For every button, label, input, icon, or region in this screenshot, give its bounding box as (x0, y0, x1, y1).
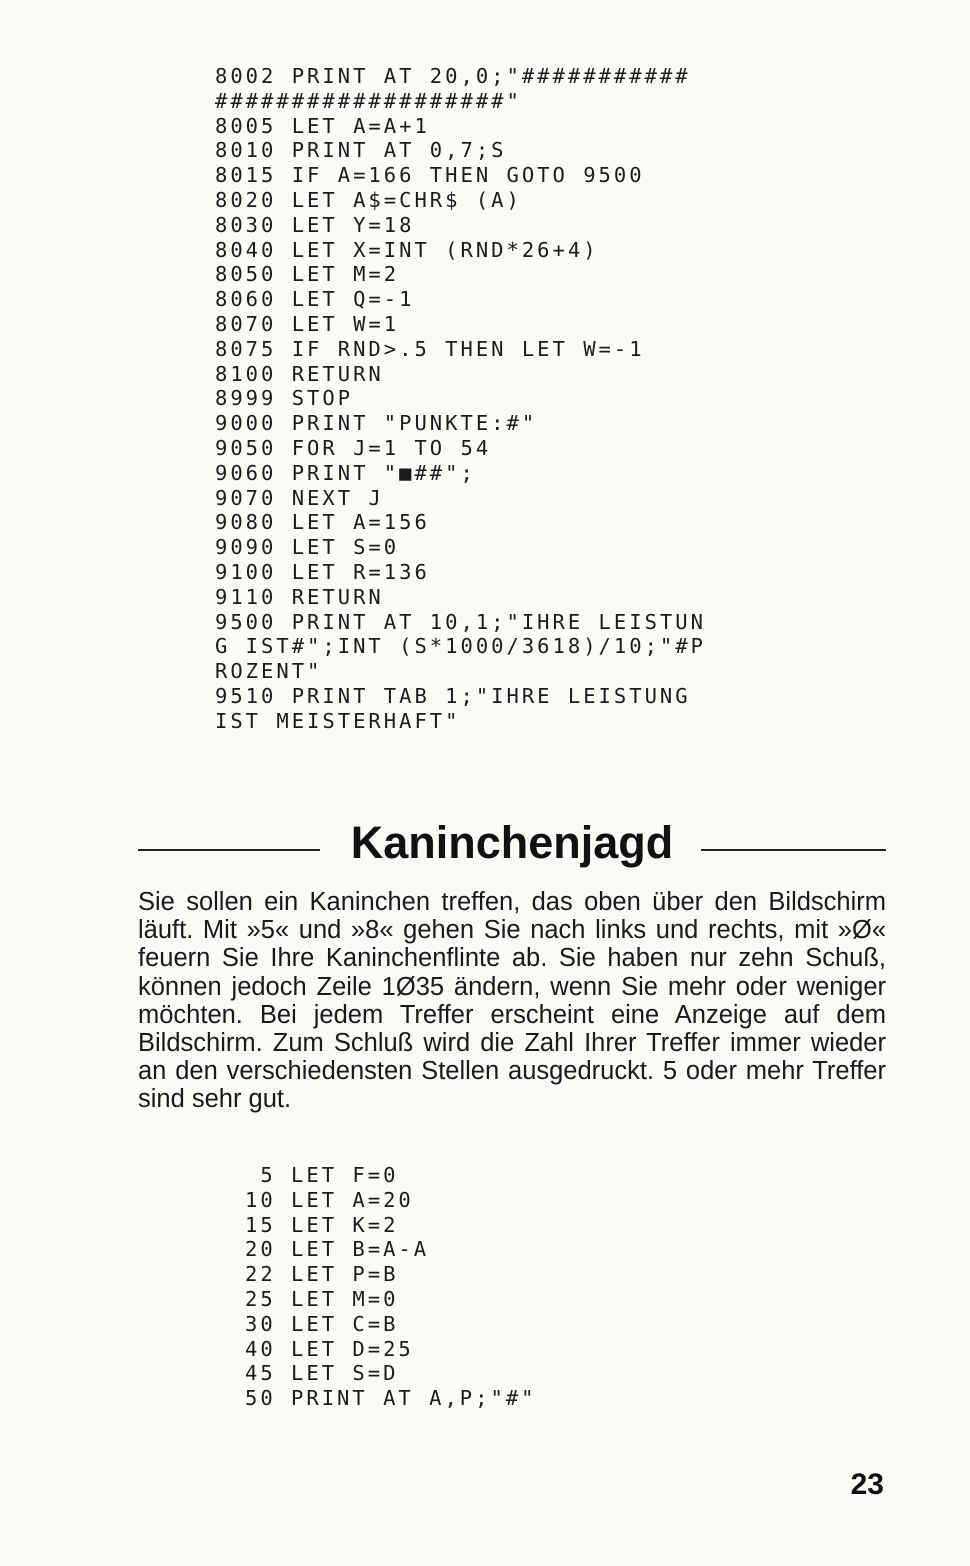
code-line: 9060 PRINT "■##"; (215, 460, 476, 485)
heading-rule-right (701, 849, 886, 851)
code-line: 8050 LET M=2 (215, 262, 400, 287)
code-line: 8070 LET W=1 (215, 311, 400, 336)
code-listing-top (215, 64, 706, 734)
code-line: IST MEISTERHAFT" (215, 708, 461, 733)
code-line: 9510 PRINT TAB 1;"IHRE LEISTUNG (215, 683, 691, 708)
code-line: 8002 PRINT AT 20,0;"########### (215, 64, 691, 88)
code-line: 9080 LET A=156 (215, 510, 430, 535)
section-heading (138, 815, 886, 875)
code-line: 8999 STOP (215, 386, 354, 411)
section-title: Kaninchenjagd (350, 817, 674, 868)
code-line: 8100 RETURN (215, 361, 384, 386)
code-line: 9070 NEXT J (215, 485, 384, 510)
code-listing-bottom (245, 1163, 537, 1411)
code-line: 9500 PRINT AT 10,1;"IHRE LEISTUN (215, 609, 706, 634)
code-line: 8060 LET Q=-1 (215, 287, 415, 312)
code-line: G IST#";INT (S*1000/3618)/10;"#P (215, 634, 706, 659)
code-line: 8010 PRINT AT 0,7;S (215, 138, 507, 163)
code-line: 45 LET S=D (245, 1361, 399, 1386)
code-line: 8040 LET X=INT (RND*26+4) (215, 237, 599, 262)
code-line: 8020 LET A$=CHR$ (A) (215, 187, 522, 212)
code-line: 9050 FOR J=1 TO 54 (215, 435, 492, 460)
code-line: 8005 LET A=A+1 (215, 113, 430, 138)
code-line: 8030 LET Y=18 (215, 212, 415, 237)
code-line: 9100 LET R=136 (215, 559, 430, 584)
code-line: 9110 RETURN (215, 584, 384, 609)
code-line: 50 PRINT AT A,P;"#" (245, 1386, 537, 1411)
code-line: 9090 LET S=0 (215, 535, 400, 560)
code-line: 9000 PRINT "PUNKTE:#" (215, 411, 538, 436)
code-line: ###################" (215, 88, 522, 113)
code-line: ROZENT" (215, 659, 323, 684)
page-number: 23 (850, 1468, 884, 1501)
code-line: 22 LET P=B (245, 1262, 399, 1287)
description-paragraph: Sie sollen ein Kaninchen treffen, das oben über den Bildschirm läuft. Mit »5« und »8« gehen Sie nach links und rechts, mit »Ø« feuern Sie Ihre Kaninchenflinte ab. Sie haben nur zehn Schuß, können jedoch Zeile 1Ø35 ändern, wenn Sie mehr oder weniger möchten. Bei jedem Treffer erscheint eine Anzeige auf dem Bildschirm. Zum Schluß wird die Zahl Ihrer Treffer immer wieder an den verschiedensten Stellen ausgedruckt. 5 oder mehr Treffer sind sehr gut. (138, 888, 886, 1114)
code-line: 20 LET B=A-A (245, 1237, 430, 1262)
code-line: 8075 IF RND>.5 THEN LET W=-1 (215, 336, 645, 361)
heading-rule-left (138, 849, 320, 851)
code-line: 15 LET K=2 (245, 1212, 399, 1237)
code-line: 25 LET M=0 (245, 1286, 399, 1311)
code-line: 40 LET D=25 (245, 1336, 414, 1361)
code-line: 8015 IF A=166 THEN GOTO 9500 (215, 163, 645, 188)
code-line: 30 LET C=B (245, 1311, 399, 1336)
code-line: 5 LET F=0 (245, 1163, 399, 1187)
code-line: 10 LET A=20 (245, 1187, 414, 1212)
